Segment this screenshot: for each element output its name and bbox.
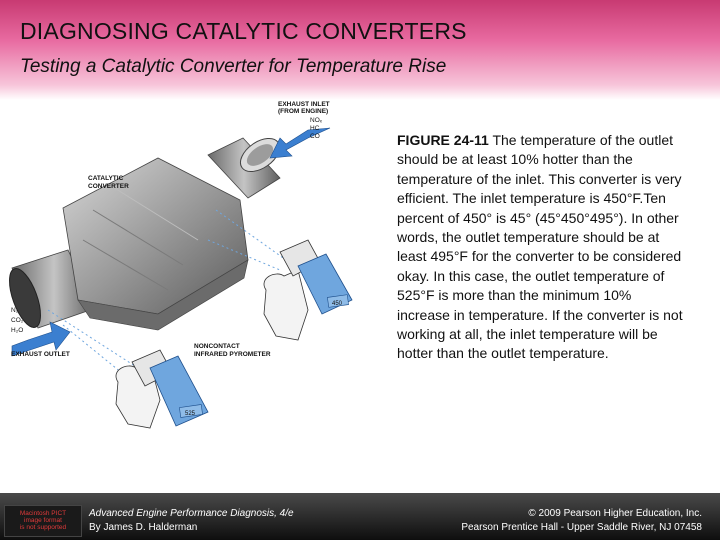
badge-line-2: image format — [24, 517, 62, 524]
reading-inlet: 450 — [332, 301, 343, 307]
footer-copyright: © 2009 Pearson Higher Education, Inc. — [528, 508, 702, 519]
badge-line-1: Macintosh PICT — [19, 510, 67, 517]
footer-book-title: Advanced Engine Performance Diagnosis, 4/e — [89, 508, 294, 519]
footer-publisher: Pearson Prentice Hall - Upper Saddle River, NJ 07458 — [461, 522, 702, 533]
label-exhaust-outlet: EXHAUST OUTLET — [11, 351, 70, 358]
caption-text: The temperature of the outlet should be at least 10% hotter than the temperature of the inlet. This converter is very efficient. The inlet temperature is 450°F.Ten percent of 450° is 45° (45°450°495°). In other words, the outlet temperature should be at least 495°F for the converter to be considered okay. In this case, the outlet temperature of 525°F is more than the minimum 10% increase in temperature. If the converter is not working at all, the inlet temperature will be hotter than the outlet temperature. — [397, 132, 683, 362]
label-co2: CO₂ — [11, 317, 24, 324]
label-noncontact: NONCONTACT — [194, 343, 240, 350]
label-infrared-pyrometer: INFRARED PYROMETER — [194, 351, 271, 358]
label-h2o: H₂O — [11, 327, 24, 334]
label-converter: CONVERTER — [88, 183, 129, 190]
inlet-pyrometer-icon — [264, 240, 352, 340]
reading-outlet: 525 — [185, 411, 196, 417]
slide-title: DIAGNOSING CATALYTIC CONVERTERS — [20, 18, 467, 44]
converter-illustration — [8, 100, 356, 430]
figure-label: FIGURE 24-11 — [397, 132, 489, 148]
slide-subtitle: Testing a Catalytic Converter for Temperature Rise — [20, 56, 447, 77]
label-exhaust-inlet: EXHAUST INLET — [278, 101, 330, 108]
label-hc: HC — [310, 125, 320, 132]
label-n2: N₂ — [11, 307, 19, 314]
inlet-arrow-icon — [270, 128, 330, 158]
footer-author: By James D. Halderman — [89, 522, 198, 533]
inlet-pipe — [208, 132, 285, 198]
label-nox: NOₓ — [310, 117, 322, 124]
slide-footer — [0, 493, 720, 540]
figure-caption — [397, 131, 687, 364]
label-catalytic: CATALYTIC — [88, 175, 124, 182]
label-co: CO — [310, 133, 320, 140]
badge-line-3: is not supported — [19, 524, 67, 531]
pict-placeholder-badge — [4, 505, 82, 537]
catalytic-converter-figure — [8, 100, 356, 430]
label-from-engine: (FROM ENGINE) — [278, 108, 329, 115]
